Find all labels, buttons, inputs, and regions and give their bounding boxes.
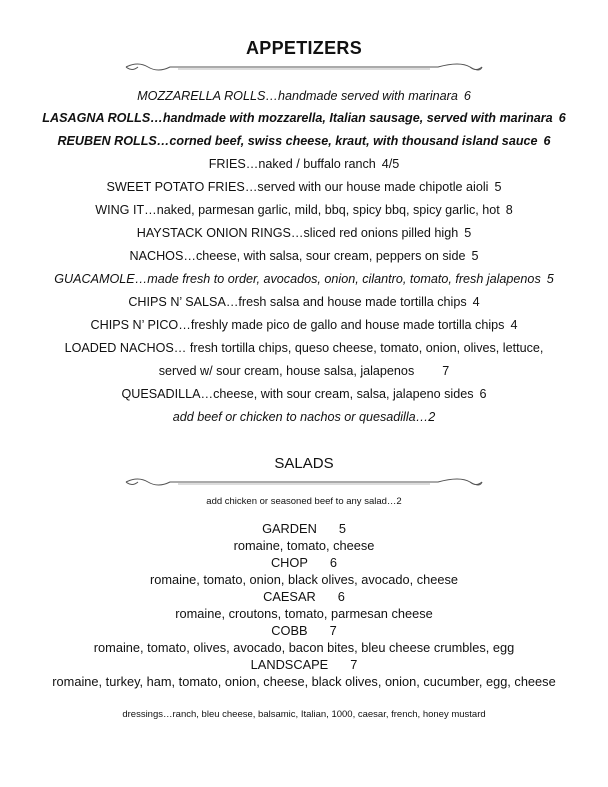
appetizer-item: CHIPS N’ PICO…freshly made pico de gallo and house made tortilla chips 4 (90, 318, 518, 332)
appetizer-item: MOZZARELLA ROLLS…handmade served with marinara 6 (137, 89, 471, 103)
salad-name: COBB 7 (271, 623, 337, 638)
salads-addon-note: add chicken or seasoned beef to any salad…2 (206, 496, 402, 507)
appetizer-item: WING IT…naked, parmesan garlic, mild, bbq, spicy bbq, spicy garlic, hot 8 (95, 203, 513, 217)
appetizer-item: QUESADILLA…cheese, with sour cream, salsa, jalapeno sides 6 (121, 387, 487, 401)
salad-name: CHOP 6 (270, 555, 338, 570)
appetizer-item: LASAGNA ROLLS…handmade with mozzarella, Italian sausage, served with marinara 6 (42, 111, 566, 125)
appetizer-item: served w/ sour cream, house salsa, jalapenos 7 (158, 364, 450, 378)
salad-name: LANDSCAPE 7 (250, 657, 358, 672)
salad-description: romaine, tomato, onion, black olives, avocado, cheese (149, 572, 458, 587)
salad-description: romaine, turkey, ham, tomato, onion, cheese, black olives, onion, cucumber, egg, cheese (52, 674, 556, 689)
salad-name: CAESAR 6 (263, 589, 345, 604)
ornament-divider (118, 474, 490, 490)
appetizer-item: GUACAMOLE…made fresh to order, avocados, onion, cilantro, tomato, fresh jalapenos 5 (54, 272, 554, 286)
appetizer-item: LOADED NACHOS… fresh tortilla chips, queso cheese, tomato, onion, olives, lettuce, (64, 341, 544, 355)
salad-description: romaine, tomato, olives, avocado, bacon bites, bleu cheese crumbles, egg (93, 640, 515, 655)
salad-description: romaine, tomato, cheese (233, 538, 375, 553)
appetizer-item: CHIPS N’ SALSA…fresh salsa and house made tortilla chips 4 (128, 295, 480, 309)
appetizers-title: APPETIZERS (245, 38, 363, 58)
salads-title: SALADS (274, 455, 334, 472)
appetizer-item: SWEET POTATO FRIES…served with our house made chipotle aioli 5 (106, 180, 502, 194)
appetizer-item: FRIES…naked / buffalo ranch 4/5 (208, 157, 400, 171)
appetizer-item: NACHOS…cheese, with salsa, sour cream, peppers on side 5 (129, 249, 479, 263)
appetizer-item: REUBEN ROLLS…corned beef, swiss cheese, kraut, with thousand island sauce 6 (57, 134, 551, 148)
salad-name: GARDEN 5 (262, 521, 346, 536)
ornament-divider (118, 59, 490, 75)
dressings-list: dressings…ranch, bleu cheese, balsamic, Italian, 1000, caesar, french, honey mustard (122, 709, 486, 720)
appetizer-addon-note: add beef or chicken to nachos or quesadilla…2 (172, 410, 436, 424)
salad-description: romaine, croutons, tomato, parmesan cheese (175, 606, 433, 621)
appetizer-item: HAYSTACK ONION RINGS…sliced red onions pilled high 5 (136, 226, 472, 240)
